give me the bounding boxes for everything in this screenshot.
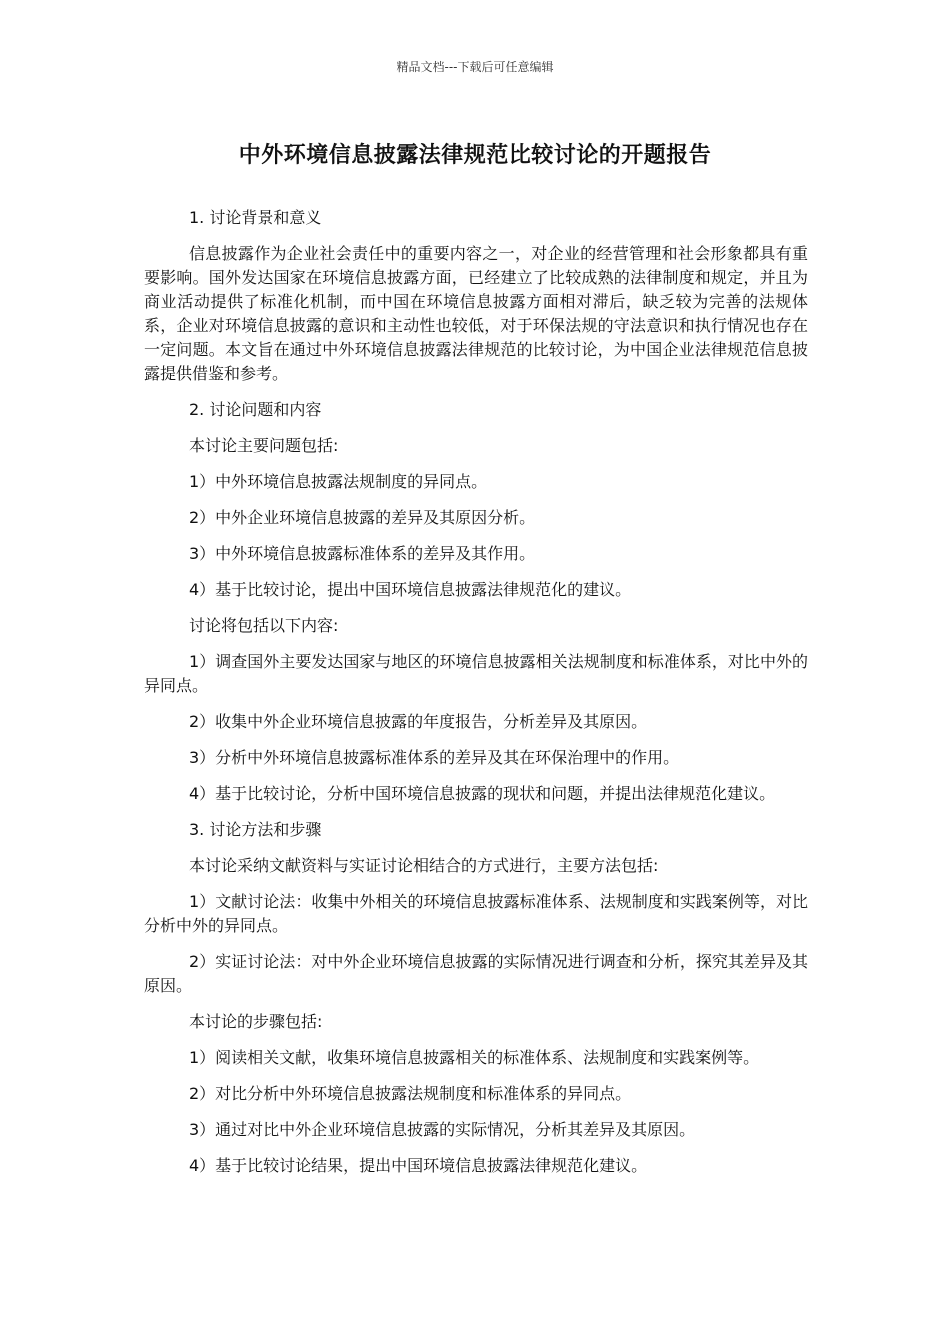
list-item: 2）中外企业环境信息披露的差异及其原因分析。: [189, 508, 536, 527]
list-item: 1）文献讨论法：收集中外相关的环境信息披露标准体系、法规制度和实践案例等，对比分析中外的异同点。: [144, 892, 808, 935]
document-title: 中外环境信息披露法律规范比较讨论的开题报告: [238, 143, 712, 168]
document-body: [144, 206, 808, 1190]
list-item: 1）阅读相关文献，收集环境信息披露相关的标准体系、法规制度和实践案例等。: [189, 1048, 760, 1067]
list-item: 4）基于比较讨论结果，提出中国环境信息披露法律规范化建议。: [189, 1156, 648, 1175]
paragraph-steps-intro: 本讨论的步骤包括:: [189, 1012, 323, 1031]
list-item: 2）收集中外企业环境信息披露的年度报告，分析差异及其原因。: [189, 712, 648, 731]
list-item: 1）中外环境信息披露法规制度的异同点。: [189, 472, 488, 491]
list-item: 3）通过对比中外企业环境信息披露的实际情况，分析其差异及其原因。: [189, 1120, 696, 1139]
list-item: 4）基于比较讨论，提出中国环境信息披露法律规范化的建议。: [189, 580, 632, 599]
list-item: 3）分析中外环境信息披露标准体系的差异及其在环保治理中的作用。: [189, 748, 680, 767]
section-heading-background: 1. 讨论背景和意义: [189, 208, 322, 227]
list-item: 3）中外环境信息披露标准体系的差异及其作用。: [189, 544, 536, 563]
page-header: 精品文档---下载后可任意编辑: [396, 60, 554, 74]
paragraph-methods-intro: 本讨论采纳文献资料与实证讨论相结合的方式进行，主要方法包括:: [189, 856, 659, 875]
list-item: 2）对比分析中外环境信息披露法规制度和标准体系的异同点。: [189, 1084, 632, 1103]
list-item: 1）调查国外主要发达国家与地区的环境信息披露相关法规制度和标准体系，对比中外的异同点。: [144, 652, 808, 695]
list-item: 4）基于比较讨论，分析中国环境信息披露的现状和问题，并提出法律规范化建议。: [189, 784, 776, 803]
paragraph-questions-intro: 本讨论主要问题包括:: [189, 436, 339, 455]
section-heading-methods: 3. 讨论方法和步骤: [189, 820, 322, 839]
paragraph-content-intro: 讨论将包括以下内容:: [189, 616, 339, 635]
paragraph-background: 信息披露作为企业社会责任中的重要内容之一，对企业的经营管理和社会形象都具有重要影响。国外发达国家在环境信息披露方面，已经建立了比较成熟的法律制度和规定，并且为商业活动提供了标准化机制，而中国在环境信息披露方面相对滞后，缺乏较为完善的法规体系，企业对环境信息披露的意识和主动性也较低，对于环保法规的守法意识和执行情况也存在一定问题。本文旨在通过中外环境信息披露法律规范的比较讨论，为中国企业法律规范信息披露提供借鉴和参考。: [144, 244, 808, 383]
list-item: 2）实证讨论法：对中外企业环境信息披露的实际情况进行调查和分析，探究其差异及其原因。: [144, 952, 808, 995]
section-heading-questions: 2. 讨论问题和内容: [189, 400, 322, 419]
